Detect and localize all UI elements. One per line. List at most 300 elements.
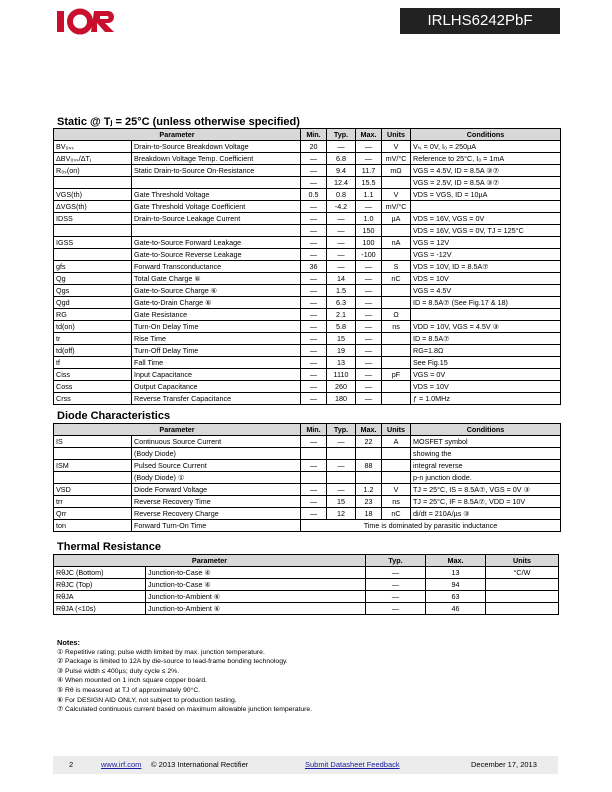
static_rows-row xyxy=(54,141,561,153)
cell-typ: — xyxy=(327,484,356,496)
cell-max: — xyxy=(356,201,382,213)
cell-min: — xyxy=(301,165,327,177)
static_rows-row xyxy=(54,261,561,273)
cell-symbol: VGS(th) xyxy=(54,189,132,201)
footer xyxy=(53,756,558,774)
cell-typ: — xyxy=(327,141,356,153)
static-title: Static @ Tⱼ = 25°C (unless otherwise specified) xyxy=(57,116,300,128)
cell-min: — xyxy=(301,201,327,213)
cell-max: — xyxy=(356,273,382,285)
cell-conditions: VDS = 10V, ID = 8.5A⑦ xyxy=(411,261,561,273)
cell-min: — xyxy=(301,213,327,225)
cell-parameter: Reverse Recovery Time xyxy=(132,496,301,508)
diode_rows-row xyxy=(54,436,561,448)
cell-conditions: RG=1.8Ω xyxy=(411,345,561,357)
cell-parameter: Gate-to-Source Charge ⑥ xyxy=(132,285,301,297)
cell-parameter: Turn-On Delay Time xyxy=(132,321,301,333)
cell-symbol: tr xyxy=(54,333,132,345)
cell-symbol: Coss xyxy=(54,381,132,393)
cell-parameter: Junction-to-Case ④ xyxy=(146,579,366,591)
cell-symbol: RθJA xyxy=(54,591,146,603)
cell-max xyxy=(356,448,382,460)
cell-typ: — xyxy=(327,436,356,448)
cell-typ: 180 xyxy=(327,393,356,405)
cell-conditions: ƒ = 1.0MHz xyxy=(411,393,561,405)
note-3: ③ Pulse width ≤ 400µs; duty cycle ≤ 2%. xyxy=(57,667,180,675)
cell-typ: 0.8 xyxy=(327,189,356,201)
cell-units: nA xyxy=(382,237,411,249)
cell-typ: 15 xyxy=(327,496,356,508)
col-conditions: Conditions xyxy=(411,424,561,436)
cell-max: 94 xyxy=(426,579,486,591)
cell-min: — xyxy=(301,309,327,321)
cell-max: 46 xyxy=(426,603,486,615)
cell-min: — xyxy=(301,393,327,405)
note-4: ④ When mounted on 1 inch square copper board. xyxy=(57,677,208,685)
cell-min: 0.5 xyxy=(301,189,327,201)
cell-parameter: Gate Threshold Voltage xyxy=(132,189,301,201)
cell-max xyxy=(356,472,382,484)
cell-typ: 1.5 xyxy=(327,285,356,297)
cell-units xyxy=(486,579,559,591)
cell-symbol: ton xyxy=(54,520,132,532)
static_rows-row xyxy=(54,393,561,405)
cell-min: — xyxy=(301,273,327,285)
ir-logo-icon xyxy=(57,8,119,36)
static-header-row xyxy=(54,129,561,141)
cell-symbol: RG xyxy=(54,309,132,321)
cell-parameter: Gate-to-Source Reverse Leakage xyxy=(132,249,301,261)
cell-typ xyxy=(327,472,356,484)
cell-typ: — xyxy=(366,579,426,591)
cell-conditions: VDS = VGS, ID = 10µA xyxy=(411,189,561,201)
feedback-link[interactable]: Submit Datasheet Feedback xyxy=(305,760,400,769)
cell-units xyxy=(382,357,411,369)
cell-conditions: p-n junction diode. xyxy=(411,472,561,484)
cell-units: A xyxy=(382,436,411,448)
cell-max: — xyxy=(356,309,382,321)
cell-max: 15.5 xyxy=(356,177,382,189)
cell-min: — xyxy=(301,381,327,393)
thermal-header-row xyxy=(54,555,559,567)
cell-units xyxy=(382,460,411,472)
cell-min: — xyxy=(301,297,327,309)
static_rows-row xyxy=(54,189,561,201)
cell-symbol: Qgs xyxy=(54,285,132,297)
cell-units: °C/W xyxy=(486,567,559,579)
cell-parameter: Gate Threshold Voltage Coefficient xyxy=(132,201,301,213)
static_rows-row xyxy=(54,237,561,249)
cell-conditions: di/dt = 210A/µs ③ xyxy=(411,508,561,520)
diode_rows-row xyxy=(54,508,561,520)
cell-typ: 12.4 xyxy=(327,177,356,189)
page-number: 2 xyxy=(69,760,74,769)
cell-min: — xyxy=(301,249,327,261)
cell-units xyxy=(382,333,411,345)
static_rows-row xyxy=(54,273,561,285)
cell-units: mV/°C xyxy=(382,153,411,165)
cell-units xyxy=(382,285,411,297)
cell-min: Time is dominated by parasitic inductance xyxy=(301,520,561,532)
cell-parameter: Junction-to-Ambient ⑥ xyxy=(146,591,366,603)
cell-symbol: RθJC (Bottom) xyxy=(54,567,146,579)
cell-symbol: BV₀ₛₛ xyxy=(54,141,132,153)
col-max: Max. xyxy=(356,129,382,141)
diode_rows-row xyxy=(54,484,561,496)
cell-units: pF xyxy=(382,369,411,381)
cell-max: — xyxy=(356,333,382,345)
static_rows-row xyxy=(54,153,561,165)
cell-min: — xyxy=(301,345,327,357)
col-max: Max. xyxy=(356,424,382,436)
cell-typ: 6.8 xyxy=(327,153,356,165)
cell-parameter: Forward Transconductance xyxy=(132,261,301,273)
diode_rows-row xyxy=(54,460,561,472)
cell-symbol: ΔBV₀ₛₛ/ΔTⱼ xyxy=(54,153,132,165)
cell-symbol: IS xyxy=(54,436,132,448)
cell-typ: 5.8 xyxy=(327,321,356,333)
cell-conditions: VDS = 10V xyxy=(411,273,561,285)
note-1: ① Repetitive rating; pulse width limited by max. junction temperature. xyxy=(57,648,265,656)
cell-max: 22 xyxy=(356,436,382,448)
cell-typ: — xyxy=(327,237,356,249)
cell-max: — xyxy=(356,285,382,297)
diode_rows-row xyxy=(54,496,561,508)
cell-typ: 260 xyxy=(327,381,356,393)
cell-min: — xyxy=(301,153,327,165)
cell-conditions: VGS = 4.5V xyxy=(411,285,561,297)
cell-units: nC xyxy=(382,508,411,520)
col-units: Units xyxy=(382,424,411,436)
cell-typ: 14 xyxy=(327,273,356,285)
diode-title: Diode Characteristics xyxy=(57,410,171,422)
cell-typ: — xyxy=(366,591,426,603)
cell-typ: 9.4 xyxy=(327,165,356,177)
static_rows-row xyxy=(54,285,561,297)
static_rows-row xyxy=(54,249,561,261)
cell-max: 13 xyxy=(426,567,486,579)
cell-symbol: trr xyxy=(54,496,132,508)
col-units: Units xyxy=(382,129,411,141)
cell-symbol: tf xyxy=(54,357,132,369)
cell-symbol: Qg xyxy=(54,273,132,285)
cell-max: — xyxy=(356,297,382,309)
cell-units: ns xyxy=(382,321,411,333)
cell-parameter: Reverse Transfer Capacitance xyxy=(132,393,301,405)
cell-conditions: integral reverse xyxy=(411,460,561,472)
cell-parameter: Static Drain-to-Source On-Resistance xyxy=(132,165,301,177)
thermal_rows-row xyxy=(54,567,559,579)
cell-max: 1.2 xyxy=(356,484,382,496)
cell-typ: 13 xyxy=(327,357,356,369)
cell-units: V xyxy=(382,484,411,496)
part-number: IRLHS6242PbF xyxy=(400,8,560,34)
col-conditions: Conditions xyxy=(411,129,561,141)
cell-typ xyxy=(327,448,356,460)
col-units: Units xyxy=(486,555,559,567)
cell-symbol: td(off) xyxy=(54,345,132,357)
cell-units: V xyxy=(382,141,411,153)
date: December 17, 2013 xyxy=(471,760,537,769)
cell-typ: — xyxy=(327,213,356,225)
cell-symbol: R₀ₛ(on) xyxy=(54,165,132,177)
cell-max: — xyxy=(356,381,382,393)
static_rows-row xyxy=(54,177,561,189)
cell-min: — xyxy=(301,508,327,520)
cell-min: — xyxy=(301,321,327,333)
cell-conditions: TJ = 25°C, IF = 8.5A⑦, VDD = 10V xyxy=(411,496,561,508)
note-2: ② Package is limited to 12A by die-source to lead-frame bonding technology. xyxy=(57,658,288,666)
cell-parameter: (Body Diode) xyxy=(132,448,301,460)
cell-symbol: IDSS xyxy=(54,213,132,225)
col-max: Max. xyxy=(426,555,486,567)
static_rows-row xyxy=(54,213,561,225)
cell-conditions: ID = 8.5A⑦ (See Fig.17 & 18) xyxy=(411,297,561,309)
cell-conditions: VGS = 4.5V, ID = 8.5A ③⑦ xyxy=(411,165,561,177)
cell-typ: — xyxy=(366,567,426,579)
cell-parameter: Rise Time xyxy=(132,333,301,345)
cell-typ: 15 xyxy=(327,333,356,345)
cell-units: ns xyxy=(382,496,411,508)
static_rows-row xyxy=(54,309,561,321)
cell-typ: 12 xyxy=(327,508,356,520)
cell-typ: — xyxy=(327,225,356,237)
static_rows-row xyxy=(54,225,561,237)
cell-parameter: Output Capacitance xyxy=(132,381,301,393)
cell-min: 36 xyxy=(301,261,327,273)
ir-logo xyxy=(57,8,119,41)
cell-conditions: VDD = 10V, VGS = 4.5V ③ xyxy=(411,321,561,333)
cell-min: — xyxy=(301,460,327,472)
static_rows-row xyxy=(54,369,561,381)
notes xyxy=(57,638,312,715)
cell-parameter: Breakdown Voltage Temp. Coefficient xyxy=(132,153,301,165)
cell-min: — xyxy=(301,333,327,345)
static_rows-row xyxy=(54,321,561,333)
cell-max: — xyxy=(356,261,382,273)
cell-parameter: Gate Resistance xyxy=(132,309,301,321)
cell-units xyxy=(382,448,411,460)
cell-symbol xyxy=(54,472,132,484)
cell-min: — xyxy=(301,285,327,297)
cell-units: V xyxy=(382,189,411,201)
cell-max: — xyxy=(356,321,382,333)
cell-units xyxy=(382,345,411,357)
col-min: Min. xyxy=(301,129,327,141)
cell-max: — xyxy=(356,357,382,369)
cell-parameter: Total Gate Charge ⑥ xyxy=(132,273,301,285)
cell-units: mΩ xyxy=(382,165,411,177)
cell-max: 63 xyxy=(426,591,486,603)
cell-min: — xyxy=(301,225,327,237)
cell-min: — xyxy=(301,177,327,189)
cell-units xyxy=(382,249,411,261)
cell-units xyxy=(382,472,411,484)
website-link[interactable]: www.irf.com xyxy=(101,760,142,769)
cell-symbol xyxy=(54,177,132,189)
cell-conditions: TJ = 25°C, IS = 8.5A⑦, VGS = 0V ③ xyxy=(411,484,561,496)
static_rows-row xyxy=(54,345,561,357)
cell-parameter xyxy=(132,225,301,237)
cell-conditions: VDS = 16V, VGS = 0V, TJ = 125°C xyxy=(411,225,561,237)
static_rows-row xyxy=(54,201,561,213)
thermal-title: Thermal Resistance xyxy=(57,541,161,553)
cell-units xyxy=(382,225,411,237)
cell-conditions: ID = 8.5A⑦ xyxy=(411,333,561,345)
cell-parameter: Turn-Off Delay Time xyxy=(132,345,301,357)
cell-conditions: VDS = 16V, VGS = 0V xyxy=(411,213,561,225)
col-typ: Typ. xyxy=(327,424,356,436)
cell-conditions xyxy=(411,201,561,213)
cell-conditions: VGS = 2.5V, ID = 8.5A ③⑦ xyxy=(411,177,561,189)
cell-min xyxy=(301,448,327,460)
col-min: Min. xyxy=(301,424,327,436)
thermal-table xyxy=(53,554,559,615)
diode_rows-row xyxy=(54,448,561,460)
cell-symbol: IGSS xyxy=(54,237,132,249)
static_rows-row xyxy=(54,165,561,177)
cell-parameter: Gate-to-Source Forward Leakage xyxy=(132,237,301,249)
cell-min: — xyxy=(301,496,327,508)
cell-max: 88 xyxy=(356,460,382,472)
cell-parameter: Gate-to-Drain Charge ⑥ xyxy=(132,297,301,309)
cell-symbol: Ciss xyxy=(54,369,132,381)
cell-max: 100 xyxy=(356,237,382,249)
cell-max: 150 xyxy=(356,225,382,237)
cell-conditions: VGS = 0V xyxy=(411,369,561,381)
cell-symbol xyxy=(54,225,132,237)
cell-max: 11.7 xyxy=(356,165,382,177)
static_rows-row xyxy=(54,297,561,309)
cell-symbol: Qrr xyxy=(54,508,132,520)
cell-typ: 19 xyxy=(327,345,356,357)
col-typ: Typ. xyxy=(327,129,356,141)
thermal_rows-row xyxy=(54,579,559,591)
cell-parameter xyxy=(132,177,301,189)
cell-max: — xyxy=(356,141,382,153)
cell-units: mV/°C xyxy=(382,201,411,213)
cell-units: Ω xyxy=(382,309,411,321)
cell-max: — xyxy=(356,153,382,165)
cell-typ: 2.1 xyxy=(327,309,356,321)
cell-symbol: ΔVGS(th) xyxy=(54,201,132,213)
cell-typ: 6.3 xyxy=(327,297,356,309)
cell-parameter: (Body Diode) ① xyxy=(132,472,301,484)
cell-min: — xyxy=(301,484,327,496)
cell-conditions xyxy=(411,309,561,321)
cell-typ: — xyxy=(327,460,356,472)
cell-symbol xyxy=(54,249,132,261)
cell-conditions: See Fig.15 xyxy=(411,357,561,369)
cell-min: — xyxy=(301,237,327,249)
cell-parameter: Fall Time xyxy=(132,357,301,369)
diode_rows-row xyxy=(54,520,561,532)
col-typ: Typ. xyxy=(366,555,426,567)
cell-max: 18 xyxy=(356,508,382,520)
cell-parameter: Reverse Recovery Charge xyxy=(132,508,301,520)
cell-parameter: Forward Turn-On Time xyxy=(132,520,301,532)
cell-parameter: Drain-to-Source Leakage Current xyxy=(132,213,301,225)
thermal_rows-row xyxy=(54,603,559,615)
col-parameter: Parameter xyxy=(54,555,366,567)
col-parameter: Parameter xyxy=(54,424,301,436)
cell-symbol: RθJC (Top) xyxy=(54,579,146,591)
cell-units xyxy=(382,177,411,189)
notes-title: Notes: xyxy=(57,638,80,647)
cell-typ: 1110 xyxy=(327,369,356,381)
cell-symbol: ISM xyxy=(54,460,132,472)
cell-max: 1.1 xyxy=(356,189,382,201)
note-5: ⑤ Rθ is measured at TJ of approximately 90°C. xyxy=(57,686,201,694)
cell-parameter: Junction-to-Case ④ xyxy=(146,567,366,579)
cell-min xyxy=(301,472,327,484)
diode_rows-row xyxy=(54,472,561,484)
static_rows-row xyxy=(54,357,561,369)
thermal_rows-row xyxy=(54,591,559,603)
cell-units xyxy=(486,603,559,615)
cell-conditions: VGS = -12V xyxy=(411,249,561,261)
cell-units: nC xyxy=(382,273,411,285)
cell-symbol: RθJA (<10s) xyxy=(54,603,146,615)
cell-min: 20 xyxy=(301,141,327,153)
cell-units xyxy=(382,393,411,405)
note-6: ⑥ For DESIGN AID ONLY, not subject to production testing. xyxy=(57,696,237,704)
cell-parameter: Pulsed Source Current xyxy=(132,460,301,472)
static_rows-row xyxy=(54,333,561,345)
cell-parameter: Continuous Source Current xyxy=(132,436,301,448)
cell-conditions: MOSFET symbol xyxy=(411,436,561,448)
cell-units xyxy=(382,381,411,393)
cell-conditions: VDS = 10V xyxy=(411,381,561,393)
cell-typ: — xyxy=(327,261,356,273)
cell-parameter: Drain-to-Source Breakdown Voltage xyxy=(132,141,301,153)
cell-max: — xyxy=(356,369,382,381)
cell-min: — xyxy=(301,369,327,381)
copyright: © 2013 International Rectifier xyxy=(151,760,249,769)
cell-symbol xyxy=(54,448,132,460)
note-7: ⑦ Calculated continuous current based on maximum allowable junction temperature. xyxy=(57,706,313,714)
diode-table xyxy=(53,423,561,532)
diode-header-row xyxy=(54,424,561,436)
col-parameter: Parameter xyxy=(54,129,301,141)
cell-parameter: Junction-to-Ambient ⑥ xyxy=(146,603,366,615)
cell-conditions: showing the xyxy=(411,448,561,460)
cell-symbol: td(on) xyxy=(54,321,132,333)
cell-conditions: Reference to 25°C, I₀ = 1mA xyxy=(411,153,561,165)
cell-units xyxy=(382,297,411,309)
cell-symbol: gfs xyxy=(54,261,132,273)
cell-max: — xyxy=(356,393,382,405)
cell-conditions: Vₗₛ = 0V, I₀ = 250µA xyxy=(411,141,561,153)
cell-typ: — xyxy=(366,603,426,615)
cell-max: 23 xyxy=(356,496,382,508)
static-table xyxy=(53,128,561,405)
cell-max: 1.0 xyxy=(356,213,382,225)
cell-units xyxy=(486,591,559,603)
cell-units: µA xyxy=(382,213,411,225)
cell-symbol: VSD xyxy=(54,484,132,496)
cell-typ: — xyxy=(327,249,356,261)
cell-units: S xyxy=(382,261,411,273)
cell-symbol: Crss xyxy=(54,393,132,405)
static_rows-row xyxy=(54,381,561,393)
cell-parameter: Input Capacitance xyxy=(132,369,301,381)
cell-max: -100 xyxy=(356,249,382,261)
cell-min: — xyxy=(301,357,327,369)
cell-conditions: VGS = 12V xyxy=(411,237,561,249)
cell-symbol: Qgd xyxy=(54,297,132,309)
cell-min: — xyxy=(301,436,327,448)
